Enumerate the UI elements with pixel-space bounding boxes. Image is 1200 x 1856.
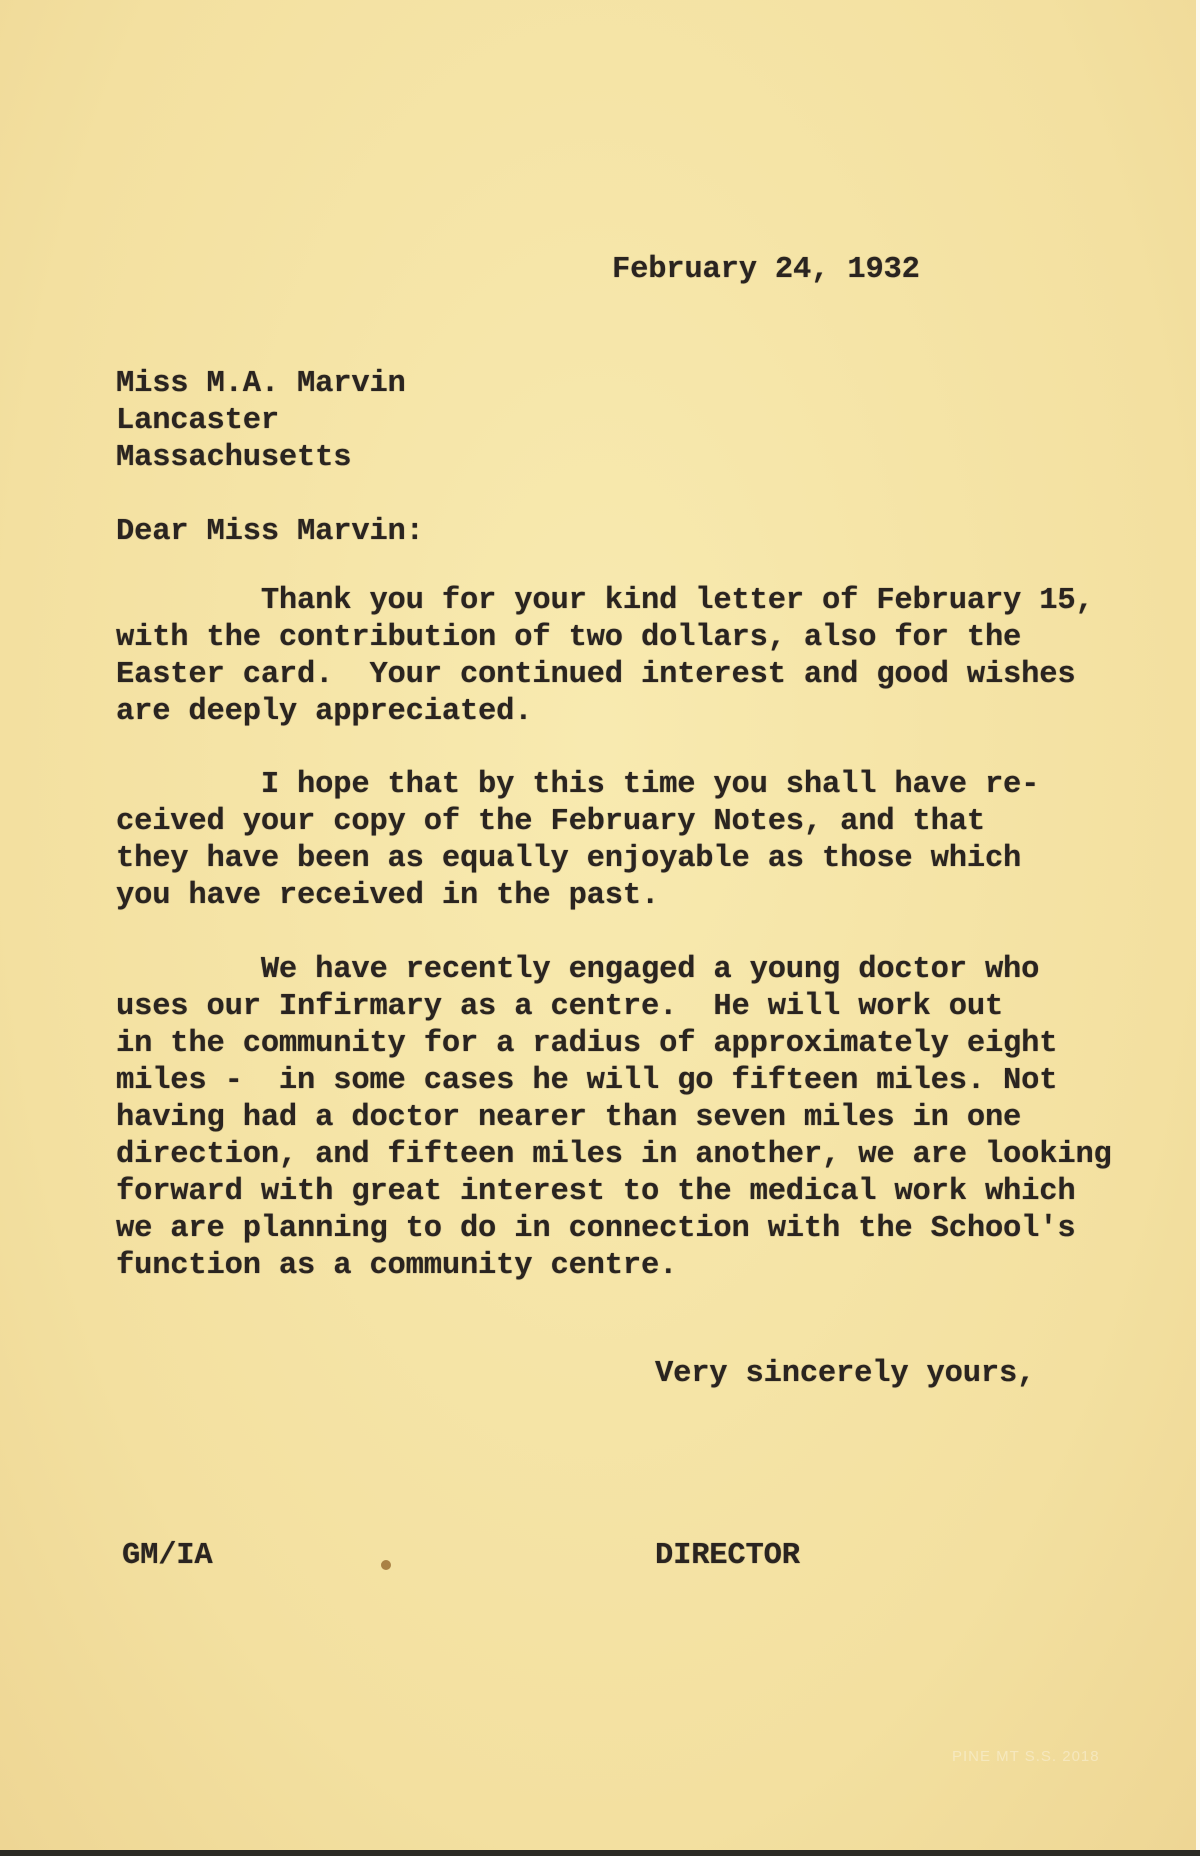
text-line: with the contribution of two dollars, also for the <box>116 621 1022 655</box>
typist-initials: GM/IA <box>122 1539 213 1573</box>
address-line: Miss M.A. Marvin <box>116 367 406 401</box>
text-line: miles - in some cases he will go fifteen miles. Not <box>116 1064 1058 1098</box>
text-line: direction, and fifteen miles in another, we are looking <box>116 1138 1112 1172</box>
text-line: Easter card. Your continued interest and good wishes <box>116 658 1076 692</box>
scan-edge-bottom <box>0 1850 1200 1856</box>
ink-stain <box>381 1560 391 1570</box>
text-line: Thank you for your kind letter of February 15, <box>116 584 1094 618</box>
text-line: ceived your copy of the February Notes, and that <box>116 805 985 839</box>
text-line: you have received in the past. <box>116 879 660 913</box>
paragraph-3 <box>116 952 1112 1285</box>
text-line: function as a community centre. <box>116 1249 678 1283</box>
recipient-address <box>116 366 406 477</box>
text-line: are deeply appreciated. <box>116 695 533 729</box>
text-line: having had a doctor nearer than seven miles in one <box>116 1101 1022 1135</box>
signature-title: DIRECTOR <box>655 1539 800 1573</box>
text-line: they have been as equally enjoyable as those which <box>116 842 1022 876</box>
paragraph-2 <box>116 767 1039 915</box>
text-line: We have recently engaged a young doctor who <box>116 953 1040 987</box>
text-line: we are planning to do in connection with the School's <box>116 1212 1076 1246</box>
text-line: in the community for a radius of approximately eight <box>116 1027 1058 1061</box>
scan-edge-right <box>1196 0 1200 1856</box>
text-line: I hope that by this time you shall have re- <box>116 768 1040 802</box>
text-line: forward with great interest to the medical work which <box>116 1175 1076 1209</box>
text-line: uses our Infirmary as a centre. He will work out <box>116 990 1004 1024</box>
address-line: Lancaster <box>116 404 279 438</box>
paragraph-1 <box>116 583 1094 731</box>
salutation: Dear Miss Marvin: <box>116 515 424 549</box>
watermark: PINE MT S.S. 2018 <box>952 1748 1100 1765</box>
letter-date: February 24, 1932 <box>612 253 920 287</box>
closing: Very sincerely yours, <box>655 1357 1036 1391</box>
address-line: Massachusetts <box>116 441 352 475</box>
